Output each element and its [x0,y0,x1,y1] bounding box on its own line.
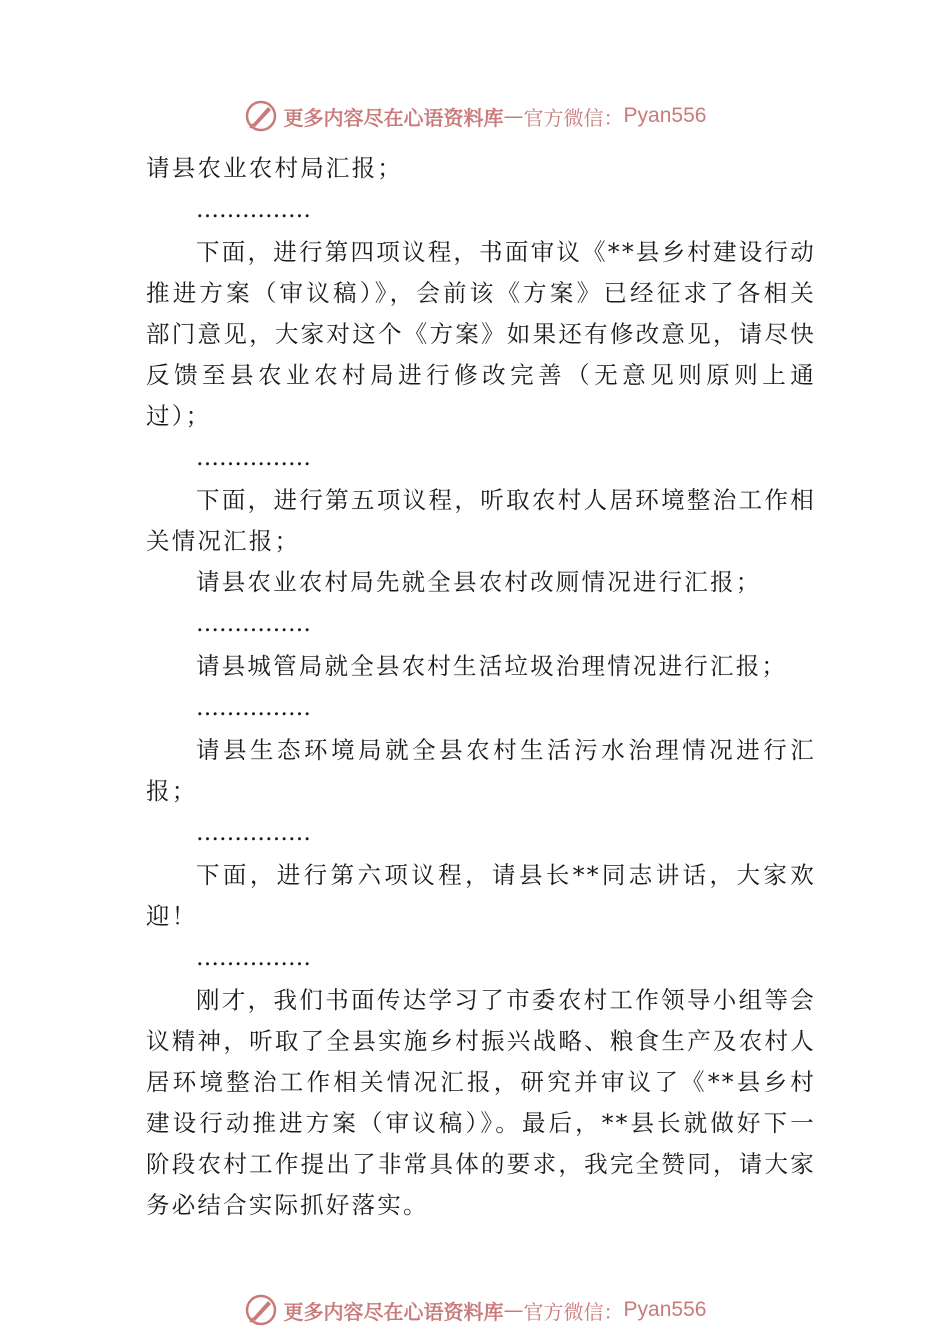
quill-pen-logo-icon [244,99,278,133]
banner-dash: — [503,1298,524,1322]
footer-banner [0,1290,950,1330]
banner-brand-text: 更多内容尽在心语资料库 [283,105,504,130]
paragraph: 下面，进行第五项议程，听取农村人居环境整治工作相关情况汇报； [146,486,816,555]
quill-pen-logo-icon [244,1293,278,1327]
paragraph: 下面，进行第六项议程，请县长**同志讲话，大家欢迎！ [146,861,816,930]
header-banner [0,96,950,136]
banner-brand-text: 更多内容尽在心语资料库 [283,1299,504,1324]
paragraph: 请县城管局就全县农村生活垃圾治理情况进行汇报； [196,652,788,680]
paragraph: 下面，进行第四项议程，书面审议《**县乡村建设行动推进方案（审议稿）》，会前该《方案》已经征求了各相关部门意见，大家对这个《方案》如果还有修改意见，请尽快反馈至县农业农村局进行修改完善（无意见则原则上通过）； [146,238,816,430]
ellipsis-separator: …………… [196,945,311,971]
banner-wechat-id: Pyan556 [623,1298,707,1321]
ellipsis-separator: …………… [196,445,311,471]
paragraph: 请县农业农村局先就全县农村改厕情况进行汇报； [196,568,762,596]
banner-dash: — [503,104,524,128]
paragraph: 请县生态环境局就全县农村生活污水治理情况进行汇报； [146,736,816,805]
ellipsis-separator: …………… [196,820,311,846]
paragraph: 刚才，我们书面传达学习了市委农村工作领导小组等会议精神，听取了全县实施乡村振兴战略、粮食生产及农村人居环境整治工作相关情况汇报，研究并审议了《**县乡村建设行动推进方案（审议稿）》。最后，**县长就做好下一阶段农村工作提出了非常具体的要求，我完全赞同，请大家务必结合实际抓好落实。 [146,986,816,1219]
ellipsis-separator: …………… [196,695,311,721]
banner-official-label: 官方微信： [523,1299,624,1324]
banner-official-label: 官方微信： [523,105,624,130]
ellipsis-separator: …………… [196,611,311,637]
banner-wechat-id: Pyan556 [623,104,707,127]
ellipsis-separator: …………… [196,197,311,223]
document-body [146,148,816,1226]
paragraph: 请县农业农村局汇报； [146,154,403,182]
